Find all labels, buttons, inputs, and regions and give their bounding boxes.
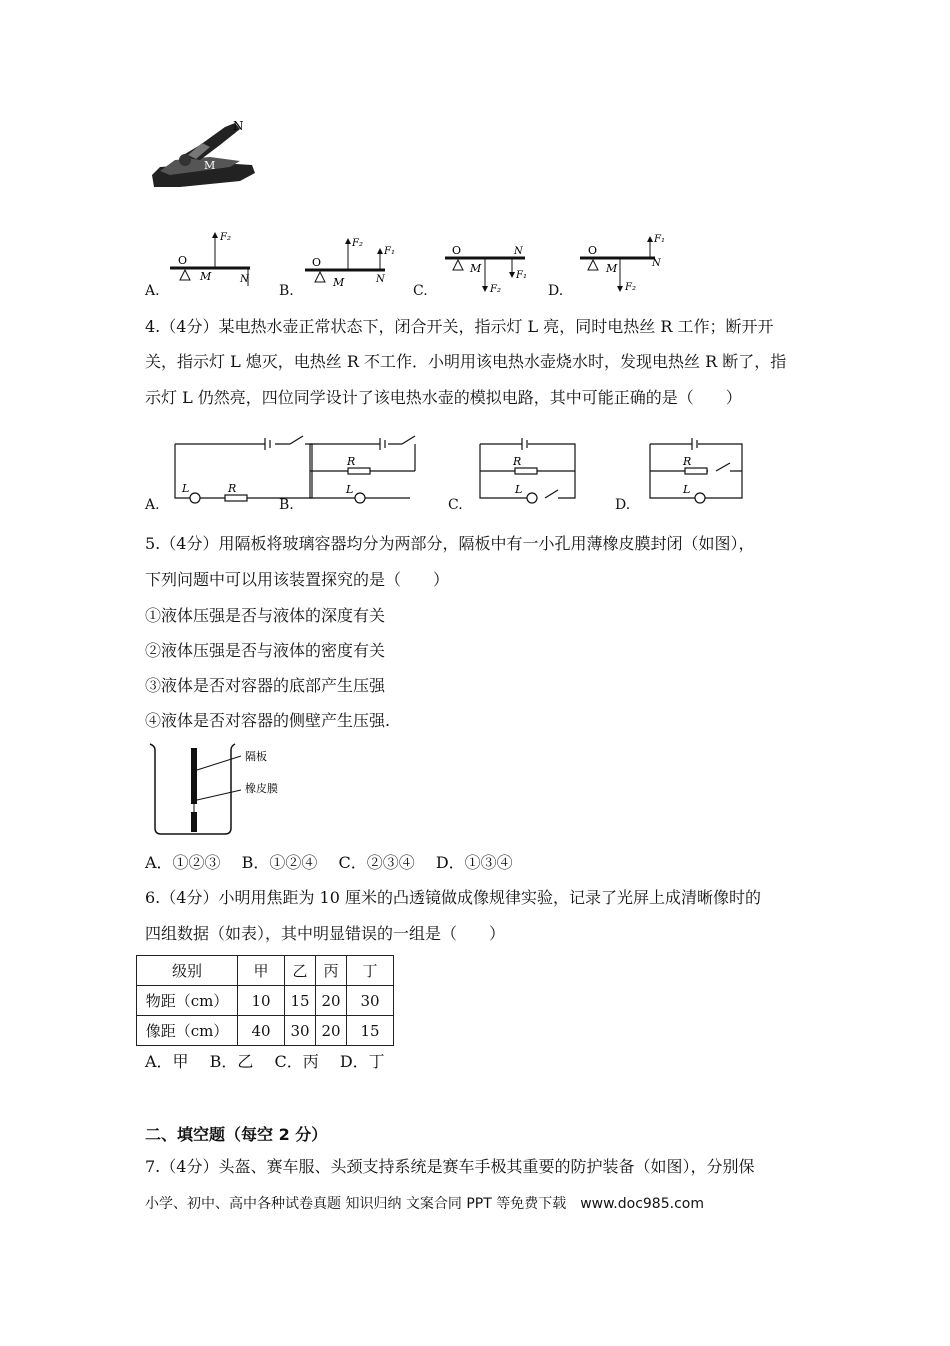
circuit-diagram-c [480, 438, 575, 503]
q4-line-1: 4.（4分）某电热水壶正常状态下，闭合开关，指示灯 L 亮，同时电热丝 R 工作；断开开 [145, 317, 774, 336]
lever-diagram-c [445, 244, 527, 295]
table-row: 级别 甲 乙 丙 丁 [137, 956, 394, 986]
svg-text:O: O [588, 244, 598, 257]
stapler-figure [140, 115, 270, 205]
container-figure [145, 740, 295, 840]
q4-option-c: C. [448, 497, 463, 513]
q6-line-1: 6.（4分）小明用焦距为 10 厘米的凸透镜做成像规律实验，记录了光屏上成清晰像时的 [145, 888, 761, 907]
svg-text:M: M [470, 262, 482, 275]
svg-text:R: R [513, 455, 522, 468]
svg-text:O: O [312, 256, 322, 269]
table-row: 像距（cm） 40 30 20 15 [137, 1016, 394, 1046]
q6-line-2: 四组数据（如表），其中明显错误的一组是（ ） [145, 924, 506, 943]
q4-option-d: D. [615, 497, 631, 513]
svg-text:L: L [515, 483, 523, 496]
q7-line-1: 7.（4分）头盔、赛车服、头颈支持系统是赛车手极其重要的防护装备（如图），分别保 [145, 1157, 755, 1176]
circuit-diagram-d [650, 438, 742, 503]
svg-text:L: L [182, 482, 190, 495]
q5-item-3: ③液体是否对容器的底部产生压强 [145, 676, 386, 695]
svg-text:F₁: F₁ [516, 270, 527, 281]
lever-diagram-b [305, 238, 395, 289]
membrane-label: 橡皮膜 [245, 782, 278, 795]
partition-label: 隔板 [245, 750, 267, 763]
svg-text:R: R [228, 482, 237, 495]
stapler-label-n: N [233, 119, 244, 133]
q4-option-b: B. [279, 497, 294, 513]
svg-text:N: N [376, 274, 385, 285]
q5-item-2: ②液体压强是否与液体的密度有关 [145, 641, 386, 660]
q4-line-3: 示灯 L 仍然亮，四位同学设计了该电热水壶的模拟电路，其中可能正确的是（ ） [145, 388, 742, 407]
svg-text:F₂: F₂ [220, 232, 231, 243]
svg-text:L: L [346, 483, 354, 496]
q3-option-a: A. [145, 283, 160, 299]
q5-item-4: ④液体是否对容器的侧壁产生压强. [145, 711, 391, 730]
q5-line-1: 5.（4分）用隔板将玻璃容器均分为两部分，隔板中有一小孔用薄橡皮膜封闭（如图）， [145, 534, 755, 553]
svg-text:O: O [452, 244, 462, 257]
svg-text:M: M [333, 276, 345, 289]
svg-text:M: M [200, 270, 212, 283]
circuit-diagram-b [310, 436, 415, 503]
lever-diagram-a [170, 232, 250, 286]
svg-text:N: N [240, 274, 249, 285]
q3-option-b: B. [279, 283, 294, 299]
svg-text:N: N [514, 246, 523, 257]
q3-option-c: C. [413, 283, 428, 299]
q5-item-1: ①液体压强是否与液体的深度有关 [145, 606, 386, 625]
svg-text:R: R [683, 455, 692, 468]
svg-text:F₂: F₂ [490, 284, 501, 295]
q5-line-2: 下列问题中可以用该装置探究的是（ ） [145, 570, 450, 589]
q3-option-d: D. [548, 283, 564, 299]
footer-text: 小学、初中、高中各种试卷真题 知识归纳 文案合同 PPT 等免费下载 www.doc985.com [145, 1196, 704, 1212]
q6-answers: A．甲 B．乙 C．丙 D．丁 [145, 1052, 385, 1071]
svg-text:F₂: F₂ [352, 238, 363, 249]
q4-line-2: 关，指示灯 L 熄灭，电热丝 R 不工作．小明用该电热水壶烧水时，发现电热丝 R 断了，指 [145, 352, 787, 371]
table-row: 物距（cm） 10 15 20 30 [137, 986, 394, 1016]
svg-text:N: N [652, 258, 661, 269]
data-table [136, 955, 394, 1046]
q4-option-a: A. [145, 497, 160, 513]
svg-text:O: O [178, 254, 188, 267]
svg-text:R: R [347, 455, 356, 468]
svg-text:L: L [683, 483, 691, 496]
svg-text:F₂: F₂ [625, 282, 636, 293]
svg-text:M: M [606, 262, 618, 275]
lever-diagram-d [580, 234, 665, 293]
stapler-label-m: M [204, 159, 216, 172]
q5-answers: A．①②③ B．①②④ C．②③④ D．①③④ [145, 853, 513, 872]
svg-text:F₁: F₁ [654, 234, 665, 245]
section-title: 二、填空题（每空 2 分） [145, 1125, 328, 1144]
circuit-diagram-a [175, 436, 312, 503]
svg-text:F₁: F₁ [384, 246, 395, 257]
